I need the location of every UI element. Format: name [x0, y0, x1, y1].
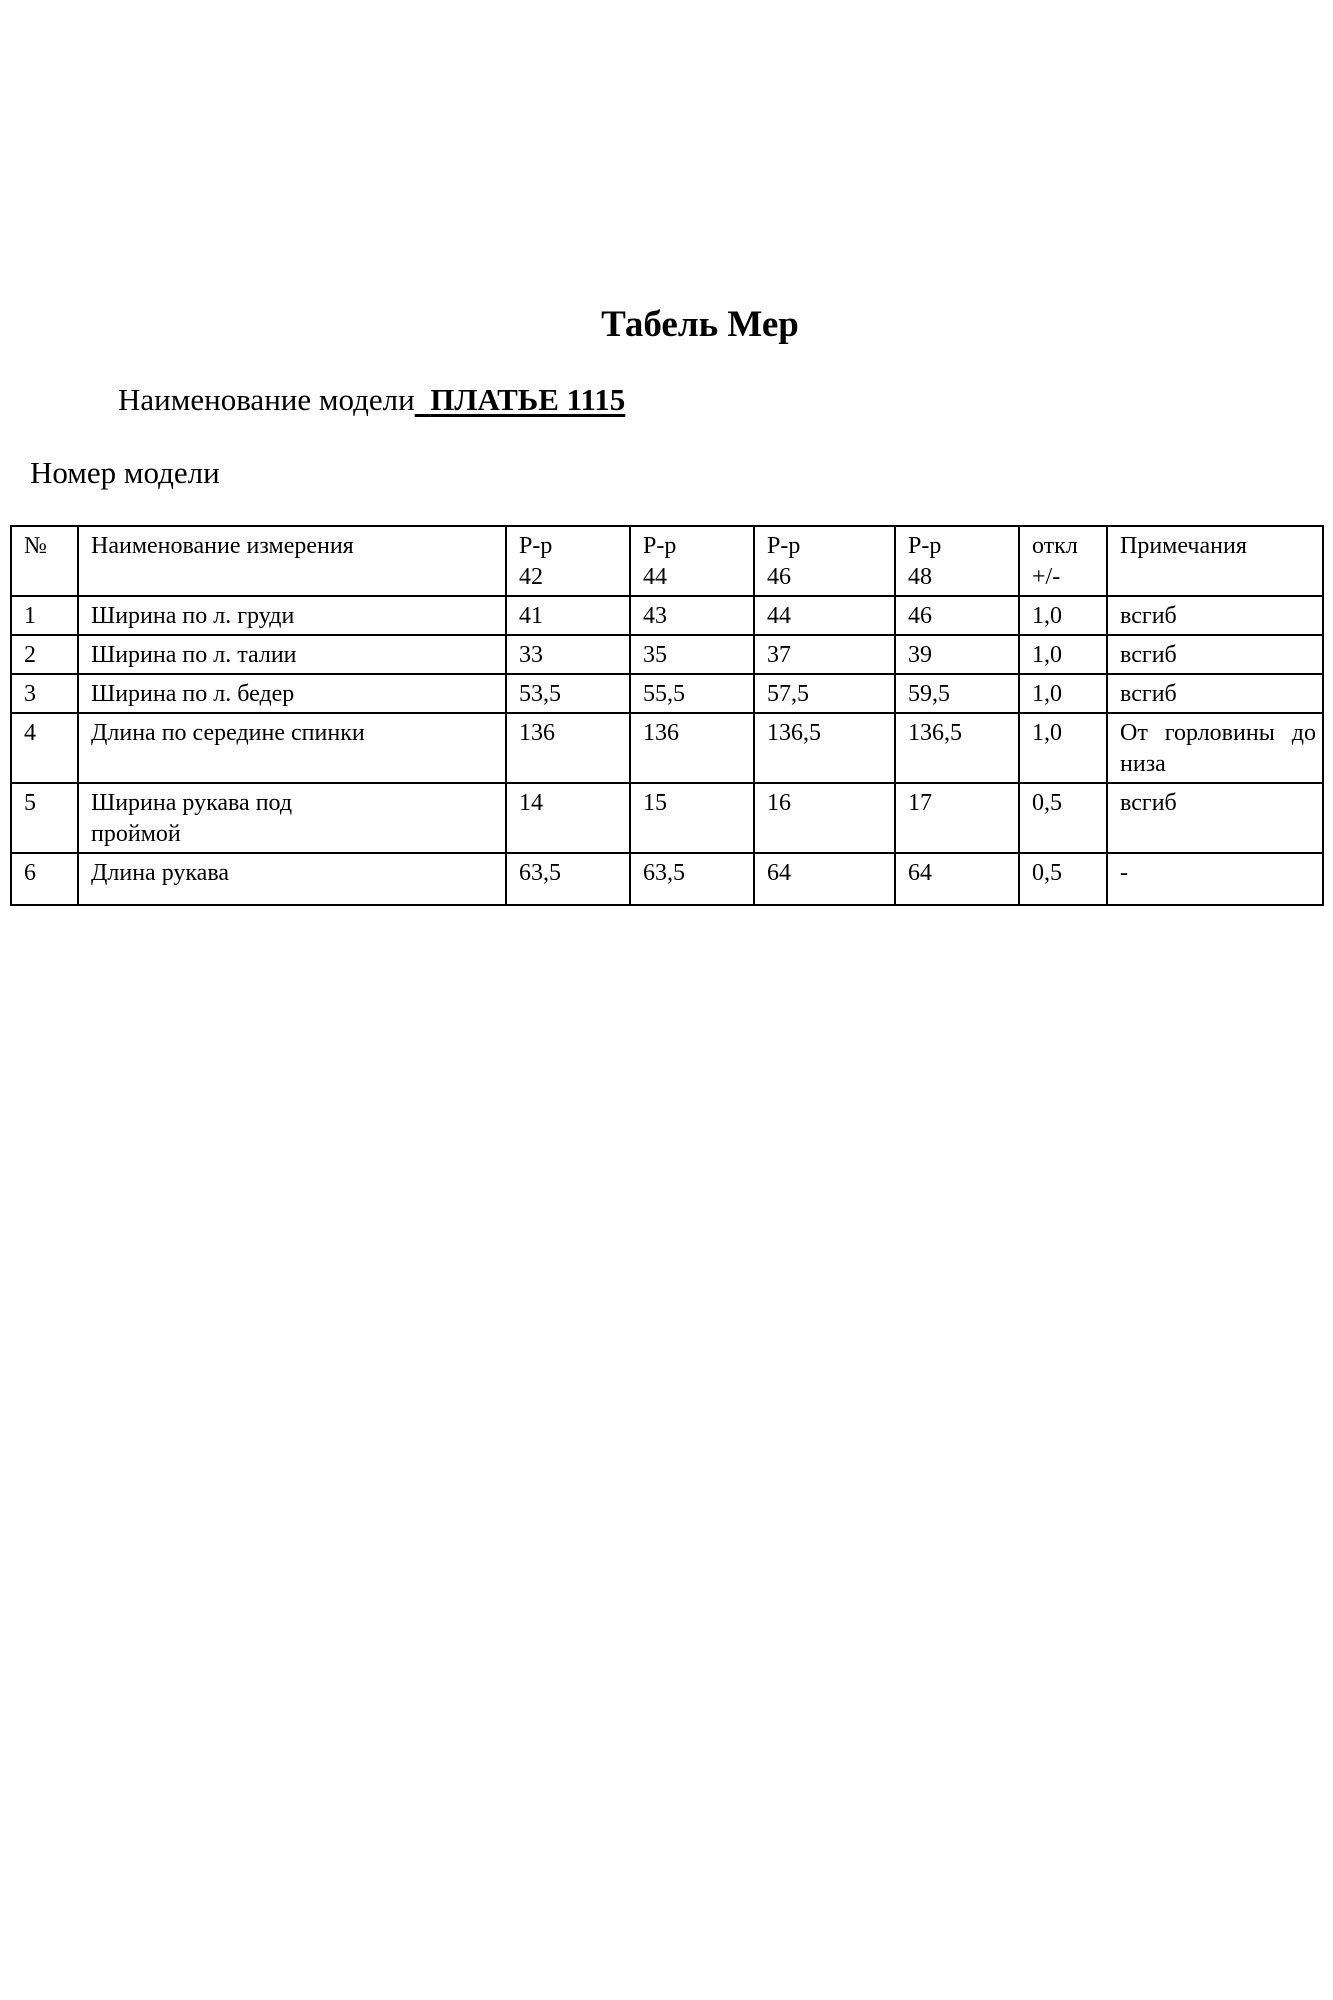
- tolerance-value: 1,0: [1019, 596, 1107, 635]
- tolerance-value: 0,5: [1019, 853, 1107, 905]
- note-value: всгиб: [1107, 674, 1323, 713]
- tolerance-value: 1,0: [1019, 713, 1107, 783]
- size-44-value: 136: [630, 713, 754, 783]
- size-46-value: 64: [754, 853, 895, 905]
- table-row: [11, 596, 1323, 635]
- measurement-name: Ширина рукава под проймой: [78, 783, 506, 853]
- row-num: 2: [11, 635, 78, 674]
- size-number: 44: [643, 564, 667, 590]
- size-48-value: 39: [895, 635, 1019, 674]
- size-prefix-label: Р-р: [519, 533, 553, 559]
- model-name-value: ПЛАТЬЕ 1115: [430, 382, 626, 417]
- tolerance-value: 1,0: [1019, 674, 1107, 713]
- measurement-name: Ширина по л. талии: [78, 635, 506, 674]
- row-num: 3: [11, 674, 78, 713]
- size-prefix-label: Р-р: [767, 533, 801, 559]
- size-number: 46: [767, 564, 791, 590]
- size-prefix-label: Р-р: [908, 533, 942, 559]
- header-tolerance: [1019, 526, 1107, 596]
- header-num: №: [11, 526, 78, 596]
- size-prefix-label: Р-р: [643, 533, 677, 559]
- size-42-value: 14: [506, 783, 630, 853]
- size-number: 42: [519, 564, 543, 590]
- measurement-name: Ширина по л. груди: [78, 596, 506, 635]
- measurements-table: [10, 525, 1324, 906]
- document-title: Табель Мер: [601, 304, 799, 345]
- header-measurement-name: Наименование измерения: [78, 526, 506, 596]
- size-46-value: 44: [754, 596, 895, 635]
- tolerance-value: 0,5: [1019, 783, 1107, 853]
- model-name-line: [118, 382, 625, 418]
- measurement-name: Ширина по л. бедер: [78, 674, 506, 713]
- size-48-value: 59,5: [895, 674, 1019, 713]
- size-48-value: 17: [895, 783, 1019, 853]
- size-number: 48: [908, 564, 932, 590]
- table-header-row: [11, 526, 1323, 596]
- table-row: [11, 853, 1323, 905]
- row-num: 4: [11, 713, 78, 783]
- note-value: всгиб: [1107, 596, 1323, 635]
- model-name-label: Наименование модели: [118, 382, 415, 417]
- size-44-value: 15: [630, 783, 754, 853]
- size-42-value: 33: [506, 635, 630, 674]
- table-row: [11, 783, 1323, 853]
- size-46-value: 136,5: [754, 713, 895, 783]
- size-44-value: 35: [630, 635, 754, 674]
- measurement-name: Длина рукава: [78, 853, 506, 905]
- tolerance-value: 1,0: [1019, 635, 1107, 674]
- size-48-value: 64: [895, 853, 1019, 905]
- tolerance-sign: +/-: [1032, 564, 1061, 590]
- note-value: От горловины до низа: [1107, 713, 1323, 783]
- size-42-value: 63,5: [506, 853, 630, 905]
- size-42-value: 136: [506, 713, 630, 783]
- note-value: всгиб: [1107, 635, 1323, 674]
- row-num: 5: [11, 783, 78, 853]
- size-48-value: 136,5: [895, 713, 1019, 783]
- size-44-value: 55,5: [630, 674, 754, 713]
- size-46-value: 37: [754, 635, 895, 674]
- row-num: 1: [11, 596, 78, 635]
- measurement-name: Длина по середине спинки: [78, 713, 506, 783]
- table-row: [11, 674, 1323, 713]
- model-number-label: Номер модели: [30, 455, 220, 490]
- header-size-44: [630, 526, 754, 596]
- header-size-42: [506, 526, 630, 596]
- size-48-value: 46: [895, 596, 1019, 635]
- size-46-value: 16: [754, 783, 895, 853]
- row-num: 6: [11, 853, 78, 905]
- size-46-value: 57,5: [754, 674, 895, 713]
- size-42-value: 41: [506, 596, 630, 635]
- size-44-value: 63,5: [630, 853, 754, 905]
- size-44-value: 43: [630, 596, 754, 635]
- note-value: всгиб: [1107, 783, 1323, 853]
- size-42-value: 53,5: [506, 674, 630, 713]
- note-value: -: [1107, 853, 1323, 905]
- table-row: [11, 635, 1323, 674]
- tolerance-label: откл: [1032, 533, 1078, 559]
- header-size-46: [754, 526, 895, 596]
- table-row: [11, 713, 1323, 783]
- header-notes: Примечания: [1107, 526, 1323, 596]
- header-size-48: [895, 526, 1019, 596]
